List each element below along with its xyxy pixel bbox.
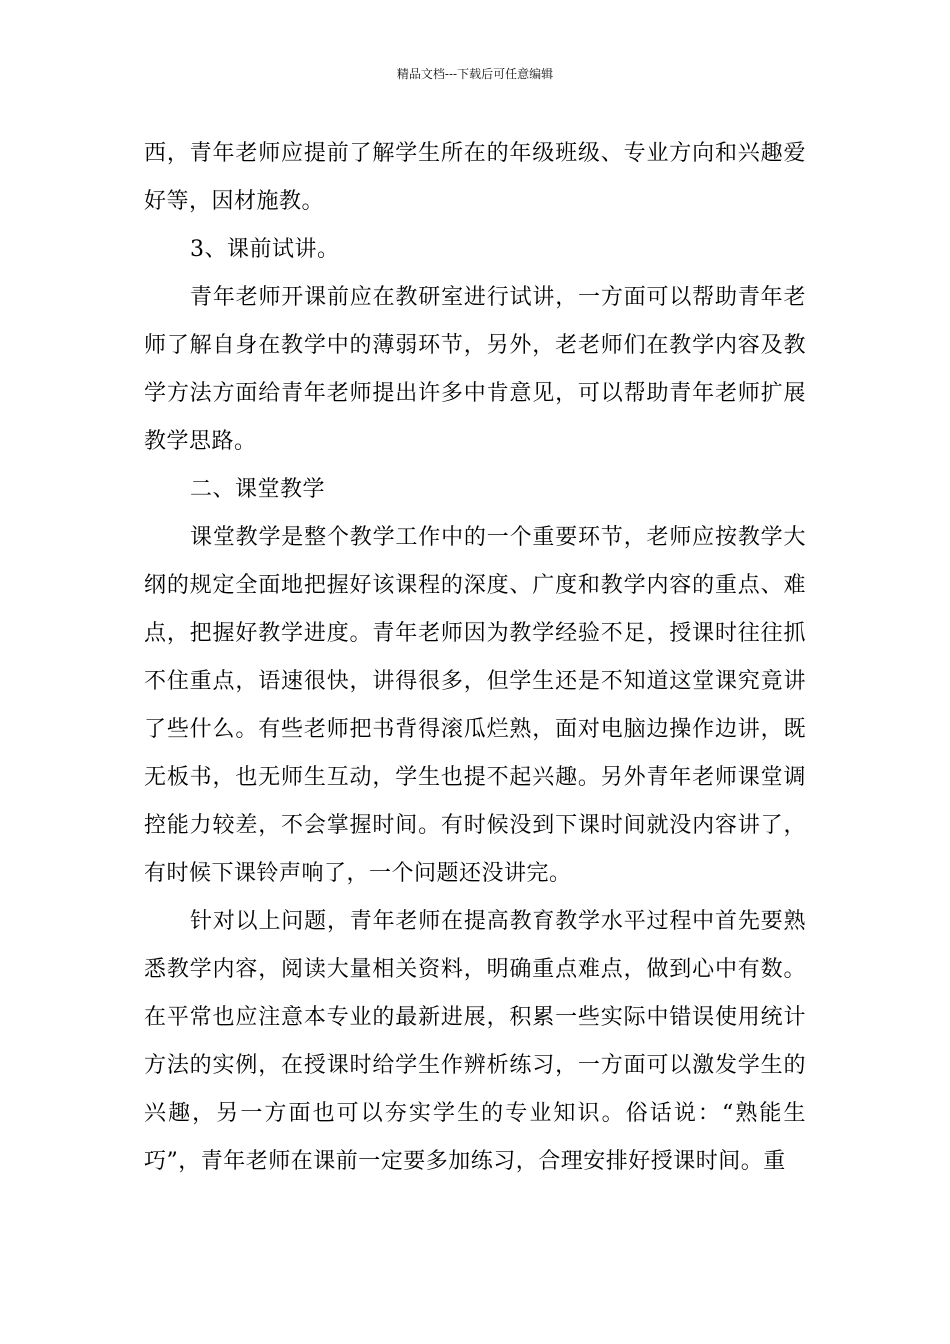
paragraph-continuation: 西，青年老师应提前了解学生所在的年级班级、专业方向和兴趣爱好等，因材施教。 [144, 141, 806, 214]
paragraph-trial-lecture: 青年老师开课前应在教研室进行试讲，一方面可以帮助青年老师了解自身在教学中的薄弱环节，另外，老老师们在教学内容及教学方法方面给青年老师提出许多中肯意见，可以帮助青年老师扩展教学思路。 [144, 285, 806, 454]
paragraph-solutions: 针对以上问题，青年老师在提高教育教学水平过程中首先要熟悉教学内容，阅读大量相关资料，明确重点难点，做到心中有数。在平常也应注意本专业的最新进展，积累一些实际中错误使用统计方法的实例，在授课时给学生作辨析练习，一方面可以激发学生的兴趣，另一方面也可以夯实学生的专业知识。俗话说：“熟能生巧”，青年老师在课前一定要多加练习，合理安排好授课时间。重 [144, 909, 806, 1174]
section-heading-classroom-teaching: 二、课堂教学 [190, 477, 326, 502]
paragraph-classroom-teaching: 课堂教学是整个教学工作中的一个重要环节，老师应按教学大纲的规定全面地把握好该课程的深度、广度和教学内容的重点、难点，把握好教学进度。青年老师因为教学经验不足，授课时往往抓不住重点，语速很快，讲得很多，但学生还是不知道这堂课究竟讲了些什么。有些老师把书背得滚瓜烂熟，面对电脑边操作边讲，既无板书，也无师生互动，学生也提不起兴趣。另外青年老师课堂调控能力较差，不会掌握时间。有时候没到下课时间就没内容讲了，有时候下课铃声响了，一个问题还没讲完。 [144, 525, 806, 886]
page-header: 精品文档---下载后可任意编辑 [396, 67, 554, 81]
document-body [144, 130, 806, 1186]
section-heading-pre-lecture-trial: 3、课前试讲。 [190, 237, 340, 262]
